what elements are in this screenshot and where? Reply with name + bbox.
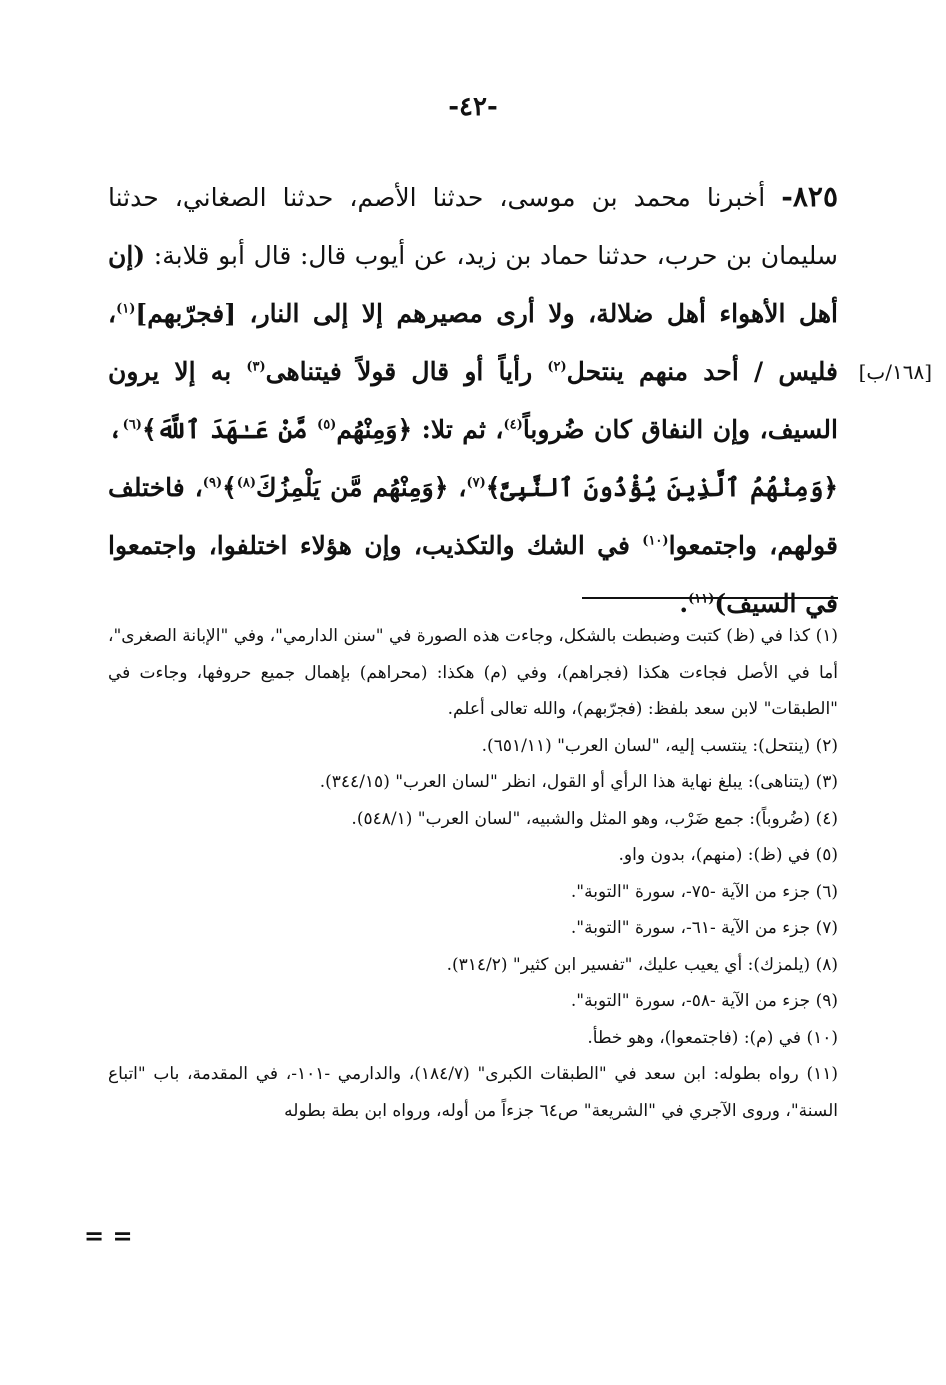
footnote: (٤) (ضُروباً): جمع ضَرْب، وهو المثل والشبيه، "لسان العرب" (٥٤٨/١).: [351, 808, 838, 829]
footnote-divider: [582, 597, 838, 599]
footnote-ref: (١٠): [642, 533, 669, 549]
footnote: (٦) جزء من الآية -٧٥-، سورة "التوبة".: [570, 881, 838, 902]
footnote: (٥) في (ظ): (منهم)، بدون واو.: [618, 845, 838, 865]
footnote-ref: (٤): [503, 417, 523, 433]
footnote-ref: (٧): [466, 475, 486, 491]
quote-segment: .: [679, 589, 689, 618]
footnote-ref: (٦): [122, 417, 142, 433]
footnote-ref: (٨): [236, 475, 257, 491]
footnote-ref: (١١): [688, 591, 715, 607]
quote-segment: به إلا يرون السيف، وإن النفاق كان ضُروباً: [108, 357, 838, 444]
quran-verse: ﴾: [222, 473, 237, 502]
footnote: (٣) (يتناهى): يبلغ نهاية هذا الرأي أو القول، انظر "لسان العرب" (٣٤٤/١٥).: [319, 772, 838, 792]
footnote-ref: (٣): [246, 359, 266, 375]
footnote-ref: (١): [116, 301, 136, 317]
footnote: (١٠) في (م): (فاجتمعوا)، وهو خطأ.: [587, 1027, 838, 1048]
footnote: (٨) (يلمزك): أي يعيب عليك، "تفسير ابن كثير" (٣١٤/٢).: [446, 954, 838, 975]
quote-segment: (إن أهل الأهواء أهل ضلالة، ولا أرى مصيرهم إلا إلى النار، [فجرّبهم]: [108, 241, 838, 328]
quote-segment: في الشك والتكذيب، وإن هؤلاء اختلفوا، واجتمعوا في السيف): [108, 531, 838, 618]
hadith-number: ٨٢٥-: [781, 180, 838, 213]
manuscript-folio-reference: [١٦٨/ب]: [858, 360, 932, 384]
footnote: (٢) (ينتحل): ينتسب إليه، "لسان العرب" (٦٥١/١١).: [481, 735, 838, 756]
quote-segment: ، فاختلف قولهم، واجتمعوا: [108, 473, 838, 560]
quran-verse: مَّنْ عَـٰهَدَ ٱللَّهَ﴾: [141, 415, 318, 444]
hadith-paragraph: [108, 168, 838, 633]
footnote: (٧) جزء من الآية -٦١-، سورة "التوبة".: [570, 918, 838, 938]
footnote: (٩) جزء من الآية -٥٨-، سورة "التوبة".: [570, 991, 838, 1011]
footnote-ref: (٩): [202, 475, 223, 491]
quran-verse: ، ثم تلا: ﴿وَمِنْهُم: [336, 415, 504, 444]
quote-text: [108, 241, 838, 618]
footnote-ref: (٢): [547, 359, 567, 375]
continuation-mark: = =: [84, 1221, 133, 1250]
quran-verse: ، ﴿وَمِنْهُم مَّن يَلْمِزُكَ: [256, 473, 467, 502]
footnote: (١١) رواه بطوله: ابن سعد في "الطبقات الكبرى" (١٨٤/٧)، والدارمي -١٠١-، في المقدمة، باب "اتباع السنة"، وروى الآجري في "الشريعة" ص٦٤ جزءاً من أوله، ورواه ابن بطة بطوله: [108, 1064, 838, 1121]
footnote: (١) كذا في (ظ) كتبت وضبطت بالشكل، وجاءت هذه الصورة في "سنن الدارمي"، وفي "الإبانة الصغرى"، أما في الأصل فجاءت هكذا (فجراهم)، وفي (م) هكذا: (محراهم) بإهمال جميع حروفها، وجاءت في "الطبقات" لابن سعد بلفظ: (فجرّبهم)، والله تعالى أعلم.: [108, 626, 838, 719]
quote-segment: ، فليس / أحد منهم ينتحل: [108, 299, 838, 386]
footnotes-section: [108, 618, 838, 1129]
isnad-text: أخبرنا محمد بن موسى، حدثنا الأصم، حدثنا الصغاني، حدثنا سليمان بن حرب، حدثنا حماد بن زيد، عن أيوب قال: قال أبو قلابة:: [108, 183, 838, 270]
page-number: -٤٢-: [448, 92, 498, 122]
quran-verse: ، ﴿وَمِنْهُمُ ٱلَّذِينَ يُؤْذُونَ ٱلنَّبِىَّ﴾: [108, 415, 838, 502]
footnote-ref: (٥): [317, 417, 337, 433]
quote-segment: رأياً أو قال قولاً فيتناهى: [265, 357, 548, 386]
